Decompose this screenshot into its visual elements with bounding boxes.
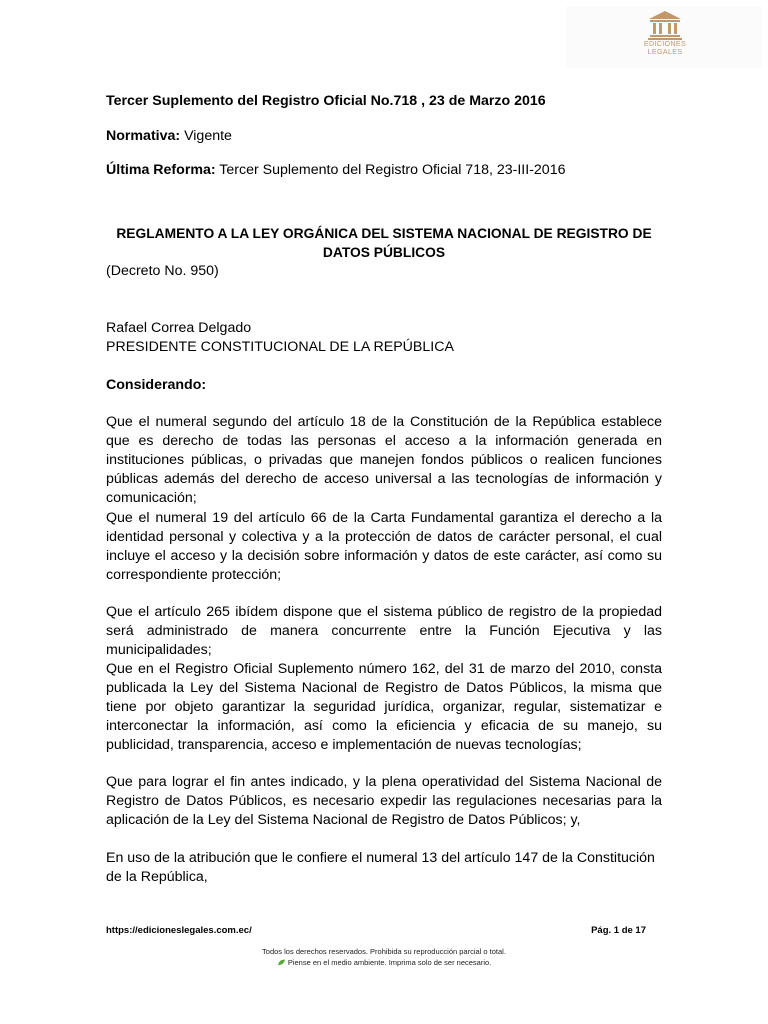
footer-environment-line [0, 957, 768, 968]
normativa-line [106, 127, 662, 146]
decreto-number: (Decreto No. 950) [106, 263, 219, 279]
author-role: PRESIDENTE CONSTITUCIONAL DE LA REPÚBLICA [106, 339, 454, 355]
author-name: Rafael Correa Delgado [106, 320, 252, 336]
ultima-reforma-value: Tercer Suplemento del Registro Oficial 718, 23-III-2016 [219, 162, 566, 178]
considerando-paragraph-3: Que el artículo 265 ibídem dispone que el sistema público de registro de la propiedad será administrado de manera concurrente entre la Función Ejecutiva y las municipalidades; [106, 604, 662, 658]
leaf-icon [277, 959, 286, 966]
logo-text-line1: EDICIONES [643, 39, 687, 48]
considerando-paragraph-1: Que el numeral segundo del artículo 18 de la Constitución de la República establece que es derecho de todas las personas el acceso a la información generada en instituciones públicas, o privadas que manejen fondos públicos o realicen funciones públicas además del derecho de acceso universal a las tecnologías de información y comunicación; [106, 414, 662, 506]
ediciones-legales-logo[interactable] [630, 10, 700, 56]
considerando-paragraph-5: Que para lograr el fin antes indicado, y la plena operatividad del Sistema Nacional de Registro de Datos Públicos, es necesario expedir las regulaciones necesarias para la aplicación de la Ley del Sistema Nacional de Registro de Datos Públicos; y, [106, 774, 662, 828]
footer-notes [0, 946, 768, 968]
registro-oficial-heading: Tercer Suplemento del Registro Oficial No.718 , 23 de Marzo 2016 [106, 93, 546, 109]
footer-rights-text: Todos los derechos reservados. Prohibida su reproducción parcial o total. [262, 947, 506, 956]
footer-page-number: Pág. 1 de 17 [591, 925, 646, 936]
logo-text-line2: LEGALES [647, 47, 683, 56]
footer-website-link[interactable]: https://edicioneslegales.com.ec/ [106, 925, 252, 936]
considerando-paragraph-2: Que el numeral 19 del artículo 66 de la Carta Fundamental garantiza el derecho a la identidad personal y colectiva y a la protección de datos de carácter personal, el cual incluye el acceso y la decisión sobre información y datos de este carácter, así como su correspondiente protección; [106, 510, 662, 583]
considerando-heading: Considerando: [106, 377, 207, 393]
ultima-reforma-line [106, 161, 662, 180]
considerando-paragraph-4: Que en el Registro Oficial Suplemento número 162, del 31 de marzo del 2010, consta publicada la Ley del Sistema Nacional de Registro de Datos Públicos, la misma que tiene por objeto garantizar la seguridad jurídica, organizar, regular, sistematizar e interconectar la información, así como la eficiencia y eficacia de su manejo, su publicidad, transparencia, acceso e implementación de nuevas tecnologías; [106, 661, 662, 753]
considerando-paragraph-6: En uso de la atribución que le confiere el numeral 13 del artículo 147 de la Constitución de la República, [106, 850, 655, 885]
ultima-reforma-label: Última Reforma: [106, 162, 216, 178]
normativa-value: Vigente [184, 128, 232, 144]
building-columns-icon [647, 10, 683, 40]
document-title: REGLAMENTO A LA LEY ORGÁNICA DEL SISTEMA NACIONAL DE REGISTRO DE DATOS PÚBLICOS [116, 226, 652, 260]
normativa-label: Normativa: [106, 128, 181, 144]
footer-environment-text: Piense en el medio ambiente. Imprima solo de ser necesario. [287, 958, 492, 967]
